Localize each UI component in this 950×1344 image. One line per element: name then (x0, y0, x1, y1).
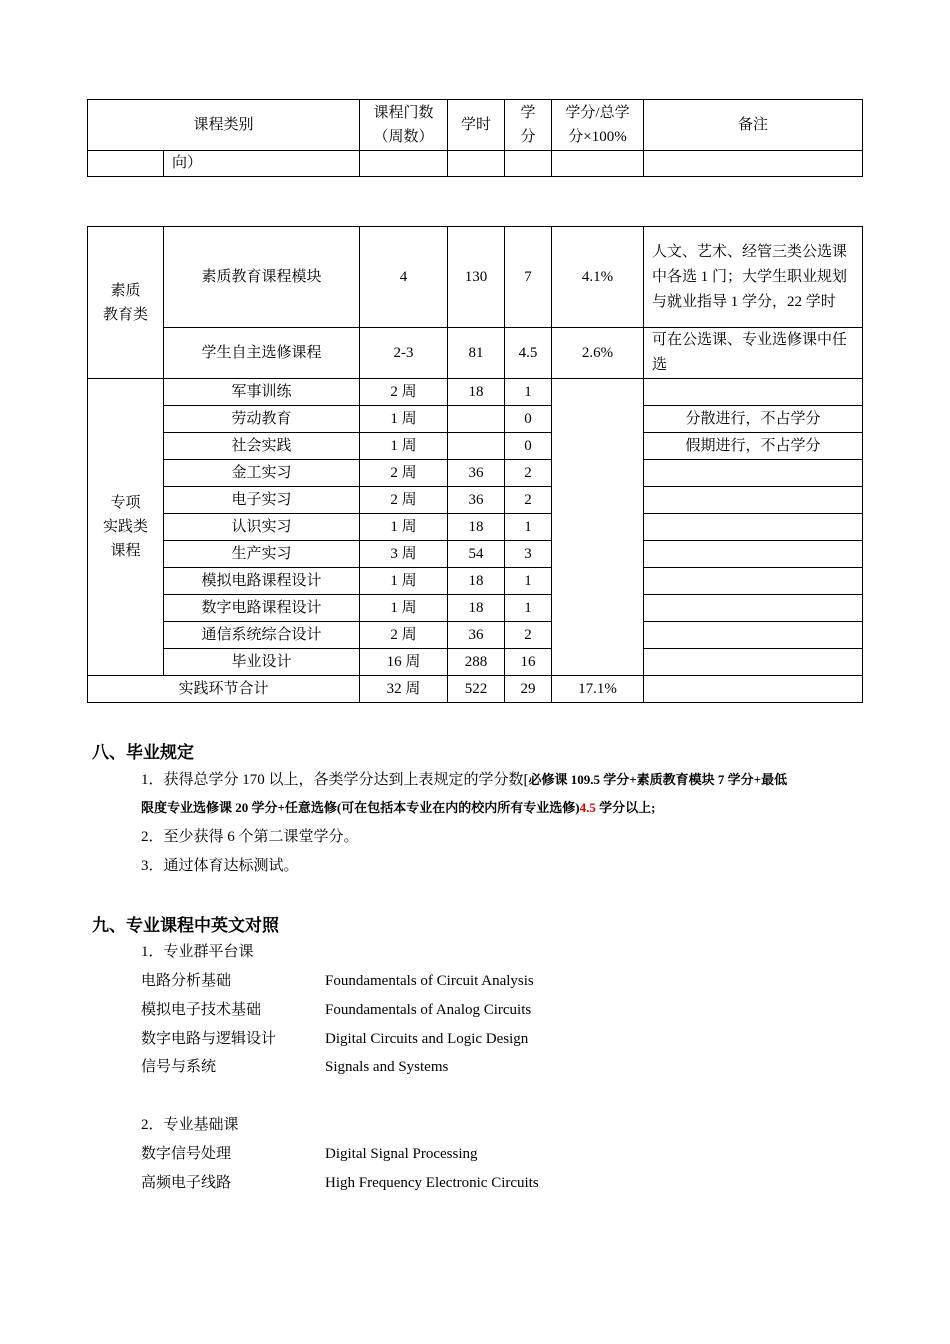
row-hours: 18 (448, 514, 505, 541)
header-remark: 备注 (644, 100, 863, 151)
row-weeks: 1 周 (360, 595, 448, 622)
row-hours: 288 (448, 649, 505, 676)
row-hours: 54 (448, 541, 505, 568)
row-remark (644, 487, 863, 514)
group2-title: 2．专业基础课 (141, 1117, 239, 1133)
total-remark-blank (644, 676, 863, 703)
row-ratio: 2.6% (552, 328, 644, 379)
row-name: 军事训练 (164, 379, 360, 406)
header-course-count (360, 100, 448, 151)
row-weeks: 2 周 (360, 487, 448, 514)
section8-item3: 3．通过体育达标测试。 (141, 858, 299, 874)
header-category: 课程类别 (88, 100, 360, 151)
course-pair (141, 969, 534, 990)
table-row (88, 460, 863, 487)
row-remark (644, 649, 863, 676)
course-en: Foundamentals of Circuit Analysis (325, 973, 534, 989)
total-credits: 29 (505, 676, 552, 703)
row-credits: 1 (505, 379, 552, 406)
row-credits: 0 (505, 433, 552, 460)
section8-title: 八、毕业规定 (92, 743, 194, 763)
row-weeks: 2 周 (360, 460, 448, 487)
header-credit-line2: 分 (520, 129, 536, 145)
row-remark: 可在公选课、专业选修课中任选 (644, 328, 863, 379)
row-name: 社会实践 (164, 433, 360, 460)
row-name: 素质教育课程模块 (164, 227, 360, 328)
table-row (88, 568, 863, 595)
row-count: 2-3 (360, 328, 448, 379)
table-row (88, 433, 863, 460)
table-row (88, 595, 863, 622)
header-hours: 学时 (448, 100, 505, 151)
quality-category-line2: 教育类 (102, 306, 148, 323)
table-row (88, 541, 863, 568)
section8-item1-line1 (141, 768, 787, 789)
row-credits: 3 (505, 541, 552, 568)
row-hours: 18 (448, 595, 505, 622)
row-credits: 1 (505, 514, 552, 541)
course-zh: 电路分析基础 (141, 973, 232, 989)
row-name: 毕业设计 (164, 649, 360, 676)
row-remark (644, 460, 863, 487)
row-weeks: 16 周 (360, 649, 448, 676)
course-zh: 信号与系统 (141, 1059, 217, 1075)
total-label: 实践环节合计 (88, 676, 360, 703)
course-pair (141, 1142, 478, 1163)
table-row (88, 649, 863, 676)
row-credits: 0 (505, 406, 552, 433)
quality-category-line1: 素质 (110, 282, 141, 299)
row-hours: 36 (448, 487, 505, 514)
row-remark: 假期进行，不占学分 (644, 433, 863, 460)
total-ratio: 17.1% (552, 676, 644, 703)
section8-item1-bold-b: 限度专业选修课 20 学分+任意选修(可在包括本专业在内的校内所有专业选修) (141, 800, 580, 815)
course-pair (141, 1055, 448, 1076)
row-credits: 2 (505, 460, 552, 487)
course-en: Digital Signal Processing (325, 1146, 478, 1162)
row-hours (448, 433, 505, 460)
row-weeks: 1 周 (360, 568, 448, 595)
section8-item1-bold-a: 必修课 109.5 学分+素质教育模块 7 学分+最低 (528, 772, 788, 787)
row-remark (644, 622, 863, 649)
continued-cell-blank (448, 151, 505, 177)
section9-title: 九、专业课程中英文对照 (92, 916, 279, 936)
course-pair (141, 1171, 539, 1192)
table-row (88, 227, 863, 328)
row-name: 数字电路课程设计 (164, 595, 360, 622)
row-name: 金工实习 (164, 460, 360, 487)
table-row (88, 328, 863, 379)
table-row (88, 676, 863, 703)
row-name: 通信系统综合设计 (164, 622, 360, 649)
practice-category (88, 379, 164, 676)
row-name: 电子实习 (164, 487, 360, 514)
header-count-line2: （周数） (373, 129, 434, 145)
group1-title: 1．专业群平台课 (141, 944, 254, 960)
continued-cell-blank (88, 151, 164, 177)
course-pair (141, 1027, 528, 1048)
header-credit-line1: 学 (520, 105, 536, 121)
course-en: Foundamentals of Analog Circuits (325, 1002, 532, 1018)
row-remark (644, 568, 863, 595)
row-credits: 4.5 (505, 328, 552, 379)
practice-category-line3: 课程 (110, 543, 141, 559)
row-credits: 2 (505, 622, 552, 649)
practice-ratio-merged (552, 379, 644, 676)
table-row (88, 379, 863, 406)
row-hours: 81 (448, 328, 505, 379)
row-credits: 1 (505, 595, 552, 622)
row-name: 生产实习 (164, 541, 360, 568)
table-row (88, 487, 863, 514)
continued-row-name: 向） (164, 151, 360, 177)
row-name: 认识实习 (164, 514, 360, 541)
row-name: 学生自主选修课程 (164, 328, 360, 379)
row-weeks: 2 周 (360, 622, 448, 649)
row-hours: 18 (448, 379, 505, 406)
row-hours: 18 (448, 568, 505, 595)
row-hours: 36 (448, 460, 505, 487)
row-weeks: 3 周 (360, 541, 448, 568)
row-credits: 2 (505, 487, 552, 514)
row-weeks: 1 周 (360, 433, 448, 460)
table-row (88, 514, 863, 541)
course-en: High Frequency Electronic Circuits (325, 1175, 539, 1191)
row-credits: 7 (505, 227, 552, 328)
header-ratio (552, 100, 644, 151)
section8-item1-line2 (141, 797, 655, 817)
row-weeks: 2 周 (360, 379, 448, 406)
header-credits (505, 100, 552, 151)
total-weeks: 32 周 (360, 676, 448, 703)
row-credits: 1 (505, 568, 552, 595)
course-zh: 数字信号处理 (141, 1146, 232, 1162)
practice-category-line2: 实践类 (102, 519, 148, 535)
section8-item1-prefix: 1．获得总学分 170 以上，各类学分达到上表规定的学分数[ (141, 772, 529, 788)
row-ratio: 4.1% (552, 227, 644, 328)
total-hours: 522 (448, 676, 505, 703)
course-zh: 模拟电子技术基础 (141, 1002, 262, 1018)
quality-category (88, 227, 164, 379)
curriculum-table-body (87, 226, 863, 703)
table-row (88, 406, 863, 433)
header-ratio-line2: 分×100% (568, 129, 627, 145)
row-remark (644, 514, 863, 541)
header-count-line1: 课程门数 (373, 105, 434, 121)
row-remark (644, 379, 863, 406)
row-name: 模拟电路课程设计 (164, 568, 360, 595)
row-hours: 36 (448, 622, 505, 649)
section8-item2: 2．至少获得 6 个第二课堂学分。 (141, 829, 359, 845)
row-count: 4 (360, 227, 448, 328)
continued-cell-blank (552, 151, 644, 177)
continued-cell-blank (644, 151, 863, 177)
course-zh: 高频电子线路 (141, 1175, 232, 1191)
course-en: Signals and Systems (325, 1059, 449, 1075)
course-pair (141, 998, 531, 1019)
continued-cell-blank (505, 151, 552, 177)
row-remark (644, 541, 863, 568)
row-remark: 分散进行，不占学分 (644, 406, 863, 433)
row-name: 劳动教育 (164, 406, 360, 433)
row-remark (644, 595, 863, 622)
section8-item1-bold-c: 学分以上; (595, 800, 656, 815)
header-ratio-line1: 学分/总学 (565, 105, 630, 121)
row-credits: 16 (505, 649, 552, 676)
practice-category-line1: 专项 (110, 495, 141, 511)
row-hours (448, 406, 505, 433)
table-row (88, 622, 863, 649)
continued-cell-blank (360, 151, 448, 177)
section8-item1-red: 4.5 (579, 800, 596, 815)
course-en: Digital Circuits and Logic Design (325, 1031, 529, 1047)
row-hours: 130 (448, 227, 505, 328)
row-weeks: 1 周 (360, 406, 448, 433)
row-remark: 人文、艺术、经管三类公选课中各选 1 门；大学生职业规划与就业指导 1 学分，22 学时 (644, 227, 863, 328)
row-weeks: 1 周 (360, 514, 448, 541)
curriculum-table-header (87, 99, 863, 177)
course-zh: 数字电路与逻辑设计 (141, 1031, 277, 1047)
